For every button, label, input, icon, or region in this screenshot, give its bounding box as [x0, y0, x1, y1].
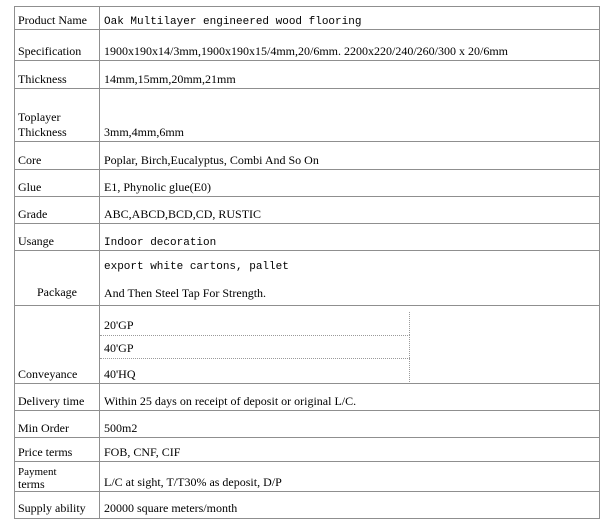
label-toplayer-thickness	[14, 89, 100, 142]
label-product-name: Product Name	[14, 7, 100, 30]
label-delivery-time: Delivery time	[14, 384, 100, 411]
conveyance-option-40hq: 40'HQ	[100, 358, 410, 384]
label-toplayer-line1: Toplayer	[18, 110, 61, 124]
value-delivery-time: Within 25 days on receipt of deposit or original L/C.	[100, 384, 600, 411]
label-payment-line1: Payment	[18, 466, 57, 478]
table-row-toplayer-thickness	[14, 88, 600, 142]
label-supply-ability: Supply ability	[14, 492, 100, 518]
table-row-package	[14, 250, 600, 306]
package-line-1: export white cartons, pallet	[104, 261, 289, 273]
value-usange: Indoor decoration	[100, 224, 600, 251]
label-package: Package	[14, 251, 100, 306]
value-specification: 1900x190x14/3mm,1900x190x15/4mm,20/6mm. 2200x220/240/260/300 x 20/6mm	[100, 30, 600, 61]
label-price-terms: Price terms	[14, 438, 100, 462]
value-toplayer-thickness: 3mm,4mm,6mm	[100, 89, 600, 142]
table-row-thickness	[14, 60, 600, 89]
table-row-conveyance	[14, 305, 600, 384]
label-thickness: Thickness	[14, 61, 100, 89]
value-glue: E1, Phynolic glue(E0)	[100, 170, 600, 197]
value-core: Poplar, Birch,Eucalyptus, Combi And So On	[100, 142, 600, 170]
value-min-order: 500m2	[100, 411, 600, 438]
conveyance-option-20gp: 20'GP	[100, 312, 410, 335]
label-usange: Usange	[14, 224, 100, 251]
value-product-name: Oak Multilayer engineered wood flooring	[100, 7, 600, 30]
value-package	[100, 251, 600, 306]
value-price-terms: FOB, CNF, CIF	[100, 438, 600, 462]
value-thickness: 14mm,15mm,20mm,21mm	[100, 61, 600, 89]
value-supply-ability: 20000 square meters/month	[100, 492, 600, 518]
label-payment-line2: terms	[18, 477, 45, 491]
table-row-product-name	[14, 6, 600, 30]
label-payment-terms	[14, 462, 100, 492]
label-min-order: Min Order	[14, 411, 100, 438]
table-row-grade	[14, 196, 600, 224]
table-row-specification	[14, 29, 600, 61]
label-glue: Glue	[14, 170, 100, 197]
table-row-supply-ability	[14, 491, 600, 519]
label-core: Core	[14, 142, 100, 170]
table-row-min-order	[14, 410, 600, 438]
label-toplayer-line2: Thickness	[18, 125, 67, 139]
table-row-delivery-time	[14, 383, 600, 411]
table-row-usange	[14, 223, 600, 251]
package-line-2: And Then Steel Tap For Strength.	[104, 286, 267, 300]
label-grade: Grade	[14, 197, 100, 224]
table-row-core	[14, 141, 600, 170]
label-specification: Specification	[14, 30, 100, 61]
table-row-glue	[14, 169, 600, 197]
table-row-price-terms	[14, 437, 600, 462]
value-payment-terms: L/C at sight, T/T30% as deposit, D/P	[100, 462, 600, 492]
label-conveyance: Conveyance	[14, 306, 100, 384]
table-row-payment-terms	[14, 461, 600, 492]
conveyance-option-40gp: 40'GP	[100, 335, 410, 358]
value-grade: ABC,ABCD,BCD,CD, RUSTIC	[100, 197, 600, 224]
